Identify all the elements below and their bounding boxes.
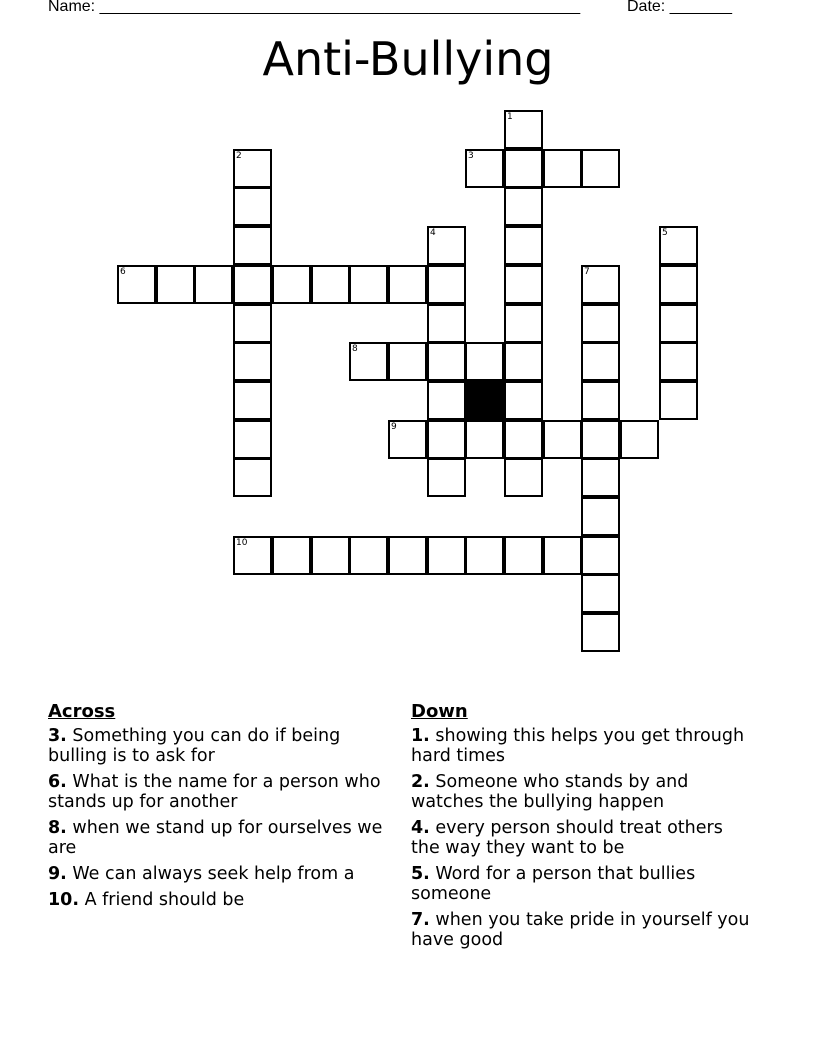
grid-cell[interactable] [581,420,620,459]
grid-cell[interactable] [504,265,543,304]
grid-cell[interactable] [581,304,620,343]
grid-cell[interactable] [427,381,466,420]
grid-cell[interactable] [233,265,272,304]
grid-cell[interactable] [233,187,272,226]
across-clue [48,772,388,812]
grid-cell[interactable] [465,149,504,188]
across-clue [48,818,388,858]
clue-number: 5. [411,864,430,884]
grid-cell[interactable] [659,304,698,343]
clue-number: 7 [584,267,590,277]
grid-cell[interactable] [156,265,195,304]
grid-cell[interactable] [504,149,543,188]
clue-text: when you take pride in yourself you have good [411,910,750,950]
clue-number: 9. [48,864,67,884]
grid-cell[interactable] [504,381,543,420]
date-field-label: Date: _______ [627,0,732,15]
puzzle-title: Anti-Bullying [262,32,554,86]
grid-cell[interactable] [465,342,504,381]
grid-cell[interactable] [272,265,311,304]
grid-cell[interactable] [504,304,543,343]
grid-cell[interactable] [427,420,466,459]
grid-cell[interactable] [659,265,698,304]
clue-number: 1 [507,112,513,122]
grid-cell[interactable] [427,304,466,343]
grid-cell[interactable] [581,536,620,575]
down-clue [411,818,751,858]
grid-cell[interactable] [543,149,582,188]
grid-cell[interactable] [388,536,427,575]
down-clue [411,864,751,904]
grid-cell[interactable] [233,149,272,188]
clue-number: 5 [662,228,668,238]
down-clue [411,772,751,812]
across-clue [48,726,388,766]
across-clue [48,890,388,910]
clue-number: 9 [391,422,397,432]
clue-text: every person should treat others the way they want to be [411,818,723,858]
down-clue [411,726,751,766]
clue-text: showing this helps you get through hard times [411,726,745,766]
across-clue [48,864,388,884]
down-heading: Down [411,701,468,722]
grid-cell[interactable] [233,304,272,343]
grid-cell[interactable] [117,265,156,304]
grid-cell[interactable] [581,265,620,304]
clue-number: 1. [411,726,430,746]
clue-number: 10 [236,538,248,548]
clue-number: 8 [352,344,358,354]
grid-cell[interactable] [543,536,582,575]
clue-text: Someone who stands by and watches the bullying happen [411,772,689,812]
grid-cell[interactable] [427,458,466,497]
grid-cell[interactable] [427,342,466,381]
down-clues [411,702,751,956]
grid-cell[interactable] [659,342,698,381]
clue-number: 4. [411,818,430,838]
grid-cell[interactable] [311,265,350,304]
clue-text: Word for a person that bullies someone [411,864,696,904]
grid-cell[interactable] [349,342,388,381]
grid-cell[interactable] [427,536,466,575]
grid-cell[interactable] [233,226,272,265]
clue-number: 6 [120,267,126,277]
grid-cell[interactable] [504,536,543,575]
grid-cell[interactable] [620,420,659,459]
grid-cell[interactable] [349,265,388,304]
clue-text: A friend should be [84,890,245,910]
across-clues [48,702,388,916]
grid-cell[interactable] [388,265,427,304]
grid-cell[interactable] [581,574,620,613]
clue-number: 3 [468,151,474,161]
grid-cell[interactable] [543,420,582,459]
grid-cell[interactable] [465,420,504,459]
grid-cell[interactable] [233,536,272,575]
grid-cell[interactable] [233,420,272,459]
grid-cell[interactable] [233,458,272,497]
grid-cell[interactable] [194,265,233,304]
clue-number: 7. [411,910,430,930]
grid-cell[interactable] [581,149,620,188]
name-field-label: Name: ______________________________________________________ [48,0,581,15]
grid-cell[interactable] [388,342,427,381]
grid-cell[interactable] [659,381,698,420]
clue-number: 10. [48,890,80,910]
grid-cell[interactable] [504,342,543,381]
down-clue [411,910,751,950]
grid-cell[interactable] [504,110,543,149]
blocked-cell [465,381,504,420]
clue-number: 3. [48,726,67,746]
grid-cell[interactable] [659,226,698,265]
grid-cell[interactable] [581,497,620,536]
grid-cell[interactable] [581,458,620,497]
grid-cell[interactable] [427,226,466,265]
grid-cell[interactable] [581,381,620,420]
clue-number: 8. [48,818,67,838]
grid-cell[interactable] [581,342,620,381]
clue-number: 2 [236,151,242,161]
clue-text: We can always seek help from a [72,864,355,884]
grid-cell[interactable] [581,613,620,652]
grid-cell[interactable] [465,536,504,575]
grid-cell[interactable] [272,536,311,575]
grid-cell[interactable] [504,458,543,497]
across-heading: Across [48,701,116,722]
clue-number: 4 [430,228,436,238]
clue-text: when we stand up for ourselves we are [48,818,383,858]
grid-cell[interactable] [388,420,427,459]
grid-cell[interactable] [427,265,466,304]
clue-text: Something you can do if being bulling is to ask for [48,726,341,766]
grid-cell[interactable] [504,187,543,226]
clue-number: 6. [48,772,67,792]
grid-cell[interactable] [233,342,272,381]
clue-text: What is the name for a person who stands up for another [48,772,381,812]
grid-cell[interactable] [311,536,350,575]
clue-number: 2. [411,772,430,792]
grid-cell[interactable] [504,226,543,265]
grid-cell[interactable] [233,381,272,420]
grid-cell[interactable] [349,536,388,575]
grid-cell[interactable] [504,420,543,459]
